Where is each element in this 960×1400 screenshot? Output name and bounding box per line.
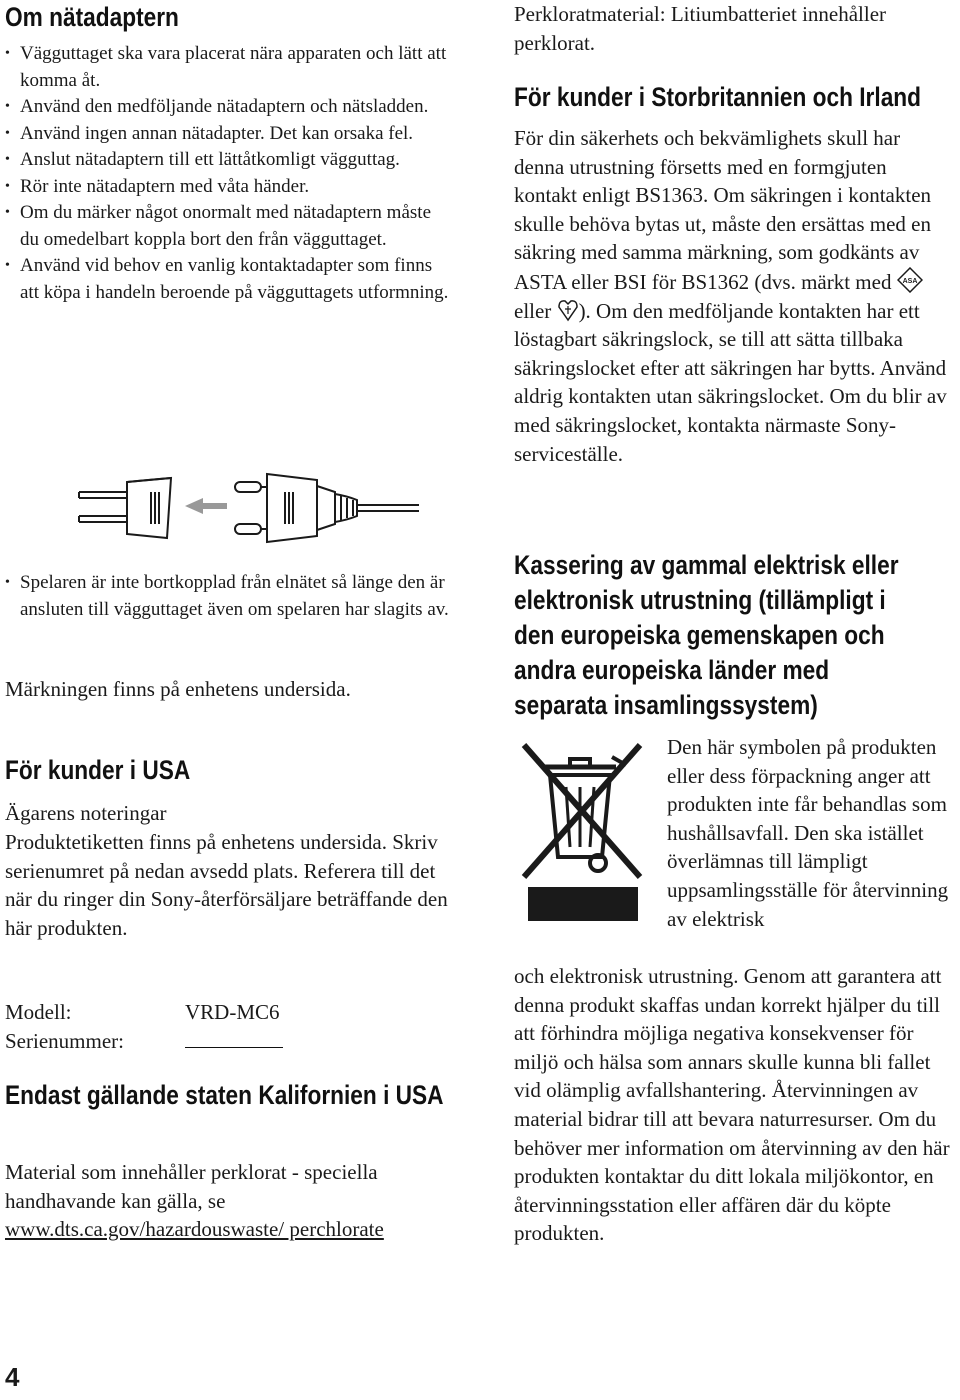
marking-note: Märkningen finns på enhetens undersida. bbox=[5, 677, 351, 701]
california-text: Material som innehåller perklorat - speciella handhavande kan gälla, se www.dts.ca.gov/hazardouswaste/ perchlorate bbox=[5, 1160, 384, 1242]
weee-heading-line-3: den europeiska gemenskapen och bbox=[514, 620, 885, 650]
weee-heading bbox=[514, 548, 960, 723]
weee-heading-line-1: Kassering av gammal elektrisk eller bbox=[514, 550, 899, 580]
adapter-bullet-4: • Anslut nätadaptern till ett lättåtkomligt vägguttag. bbox=[5, 149, 400, 170]
california-heading: Endast gällande staten Kalifornien i USA bbox=[5, 1080, 444, 1110]
model-row bbox=[5, 998, 475, 1027]
model-label: Modell: bbox=[5, 1000, 72, 1024]
uk-text: För din säkerhets och bekvämlighets skull har denna utrustning försetts med en formgjuten kontakt enligt BS1363. Om säkringen i kontakten skulle behöva bytas ut, måste den ersättas med en säkring med samma märkning, som godkänts av ASTA eller BSI för BS1362 (dvs. märkt med ASA eller ). Om den medföljande kontakten har ett löstagbart säkringslock, se till att sätta tillbaka säkringslocket efter att säkringen har bytts. Använd aldrig kontakten utan säkringslocket. Om du blir av med säkringslocket, kontakta närmaste Sony-serviceställe. bbox=[514, 126, 947, 466]
page-number: 4 bbox=[5, 1362, 20, 1392]
svg-text:ASA: ASA bbox=[902, 277, 918, 285]
crossed-out-wheelie-bin-icon bbox=[516, 737, 648, 927]
adapter-bullet-7: • Använd vid behov en vanlig kontaktadapter som finns att köpa i handeln beroende på vägguttagets utformning. bbox=[5, 255, 449, 303]
weee-heading-line-5: separata insamlingssystem) bbox=[514, 690, 818, 720]
perchlorate-battery-note: Perkloratmaterial: Litiumbatteriet innehåller perklorat. bbox=[514, 2, 887, 55]
serial-row bbox=[5, 1027, 475, 1056]
adapter-bullet-list-2 bbox=[5, 570, 450, 623]
uk-heading: För kunder i Storbritannien och Irland bbox=[514, 82, 922, 112]
adapter-bullet-2: • Använd den medföljande nätadaptern och nätsladden. bbox=[5, 96, 429, 117]
bsi-kitemark-icon bbox=[557, 298, 579, 322]
serial-label: Serienummer: bbox=[5, 1029, 124, 1053]
usa-subheading: Ägarens noteringar bbox=[5, 801, 167, 825]
left-column bbox=[5, 0, 475, 1242]
usa-heading: För kunder i USA bbox=[5, 755, 191, 785]
weee-heading-line-2: elektronisk utrustning (tillämpligt i bbox=[514, 585, 886, 615]
adapter-bullet-list bbox=[5, 41, 450, 306]
adapter-bullet-8: • Spelaren är inte bortkopplad från elnätet så länge den är ansluten till vägguttaget även om spelaren har slagits av. bbox=[5, 572, 449, 620]
adapter-bullet-3: • Använd ingen annan nätadapter. Det kan orsaka fel. bbox=[5, 122, 414, 144]
usa-text: Produktetiketten finns på enhetens undersida. Skriv serienumret på nedan avsedd plats. Referera till det när du ringer din Sony-återförsäljare beträffande den här produkten. bbox=[5, 830, 448, 940]
weee-text-beside-icon: Den här symbolen på produkten eller dess förpackning anger att produkten inte får behandlas som hushållsavfall. Den ska istället överlämnas till lämpligt uppsamlingsställe för återvinning av elektrisk bbox=[667, 735, 949, 931]
adapter-heading: Om nätadaptern bbox=[5, 2, 179, 32]
weee-heading-line-4: andra europeiska länder med bbox=[514, 655, 830, 685]
adapter-bullet-6: • Om du märker något onormalt med nätadaptern måste du omedelbart koppla bort den från vägguttaget. bbox=[5, 202, 432, 250]
asta-mark-icon bbox=[897, 267, 923, 293]
adapter-bullet-1: • Vägguttaget ska vara placerat nära apparaten och lätt att komma åt. bbox=[5, 43, 447, 91]
perchlorate-link[interactable]: www.dts.ca.gov/hazardouswaste/ perchlorate bbox=[5, 1217, 384, 1242]
plug-adapter-illustration bbox=[67, 468, 427, 548]
serial-blank-line bbox=[185, 1029, 283, 1048]
model-value: VRD-MC6 bbox=[185, 1000, 280, 1024]
adapter-bullet-5: • Rör inte nätadaptern med våta händer. bbox=[5, 175, 310, 197]
weee-text-below-icon: och elektronisk utrustning. Genom att garantera att denna produkt skaffas undan korrekt hjälper du till att förhindra möjliga negativa konsekvenser för miljö och hälsa som annars skulle kunna bli fallet vid olämplig avfallshantering. Återvinningen av material bidrar till att bevara naturresurser. Om du behöver mer information om återvinning av den här produkten kontaktar du ditt lokala miljökontor, en återvinningsstation eller affären där du köpte produkten. bbox=[514, 964, 950, 1246]
